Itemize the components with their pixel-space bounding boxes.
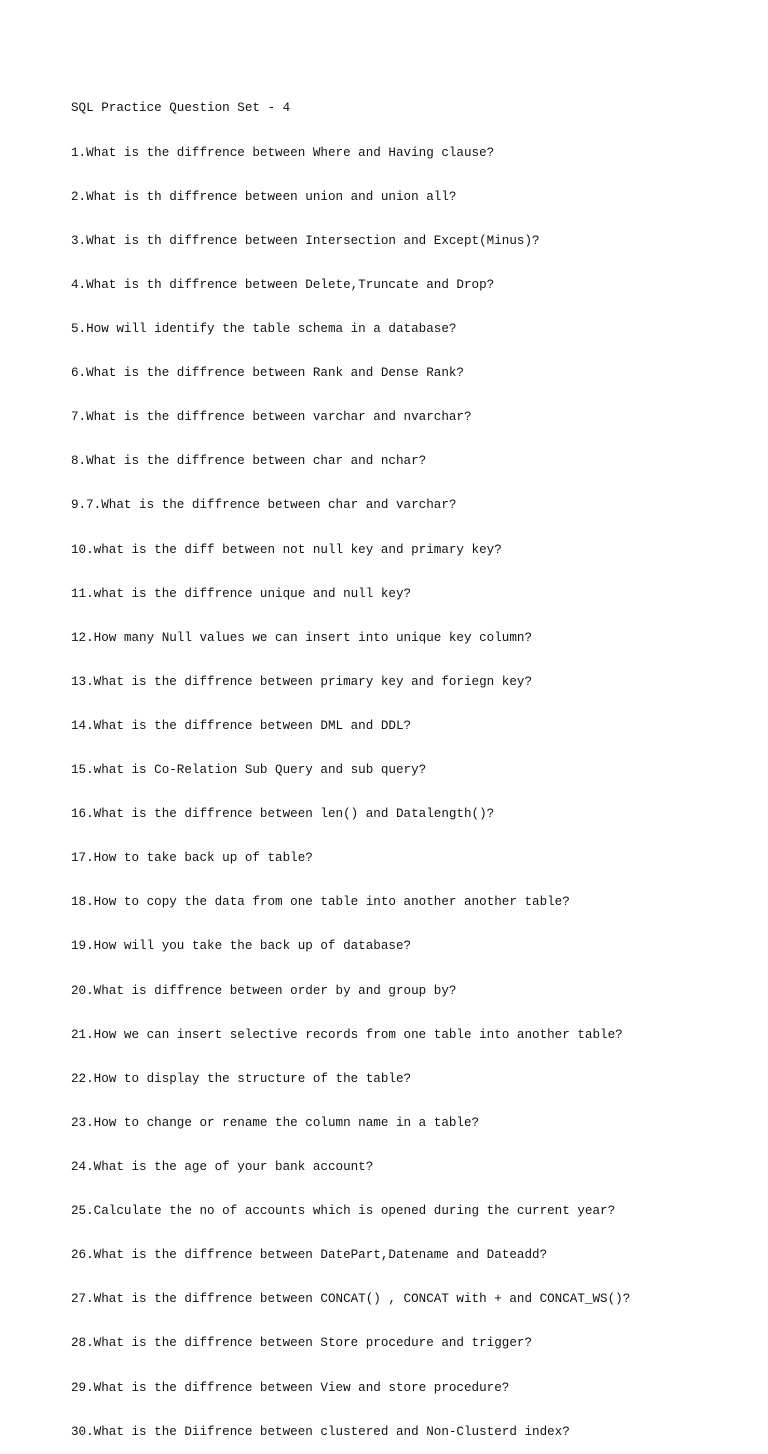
question-line: 28.What is the diffrence between Store procedure and trigger? bbox=[71, 1336, 533, 1351]
document-title: SQL Practice Question Set - 4 bbox=[71, 101, 291, 116]
question-line: 10.what is the diff between not null key and primary key? bbox=[71, 542, 502, 557]
question-line: 7.What is the diffrence between varchar and nvarchar? bbox=[71, 410, 472, 425]
question-line: 15.what is Co-Relation Sub Query and sub query? bbox=[71, 763, 427, 778]
question-line: 4.What is th diffrence between Delete,Truncate and Drop? bbox=[71, 277, 495, 292]
question-line: 6.What is the diffrence between Rank and Dense Rank? bbox=[71, 366, 464, 381]
question-line: 2.What is th diffrence between union and union all? bbox=[71, 189, 457, 204]
question-line: 16.What is the diffrence between len() and Datalength()? bbox=[71, 807, 495, 822]
question-line: 17.How to take back up of table? bbox=[71, 851, 313, 866]
question-line: 20.What is diffrence between order by and group by? bbox=[71, 983, 457, 998]
question-line: 25.Calculate the no of accounts which is opened during the current year? bbox=[71, 1204, 616, 1219]
question-line: 5.How will identify the table schema in a database? bbox=[71, 321, 457, 336]
question-line: 13.What is the diffrence between primary key and foriegn key? bbox=[71, 674, 533, 689]
question-line: 27.What is the diffrence between CONCAT() , CONCAT with + and CONCAT_WS()? bbox=[71, 1292, 631, 1307]
document-page bbox=[71, 72, 748, 1454]
question-line: 23.How to change or rename the column name in a table? bbox=[71, 1115, 480, 1130]
question-line: 30.What is the Diifrence between clustered and Non-Clusterd index? bbox=[71, 1424, 570, 1439]
question-line: 9.7.What is the diffrence between char and varchar? bbox=[71, 498, 457, 513]
question-line: 19.How will you take the back up of database? bbox=[71, 939, 412, 954]
question-line: 22.How to display the structure of the table? bbox=[71, 1071, 412, 1086]
question-line: 12.How many Null values we can insert into unique key column? bbox=[71, 630, 533, 645]
question-line: 18.How to copy the data from one table into another another table? bbox=[71, 895, 570, 910]
question-line: 14.What is the diffrence between DML and DDL? bbox=[71, 718, 412, 733]
question-line: 29.What is the diffrence between View and store procedure? bbox=[71, 1380, 510, 1395]
question-line: 11.what is the diffrence unique and null key? bbox=[71, 586, 412, 601]
question-line: 21.How we can insert selective records from one table into another table? bbox=[71, 1027, 623, 1042]
question-line: 26.What is the diffrence between DatePart,Datename and Dateadd? bbox=[71, 1248, 548, 1263]
question-line: 8.What is the diffrence between char and nchar? bbox=[71, 454, 427, 469]
question-line: 1.What is the diffrence between Where and Having clause? bbox=[71, 145, 495, 160]
question-line: 24.What is the age of your bank account? bbox=[71, 1160, 374, 1175]
question-line: 3.What is th diffrence between Intersection and Except(Minus)? bbox=[71, 233, 540, 248]
